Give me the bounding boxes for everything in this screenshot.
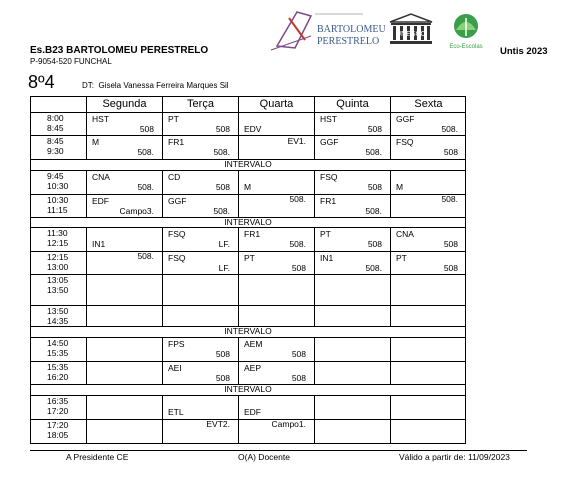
lesson-room: 508 — [367, 182, 382, 192]
lesson-room: 508 — [215, 124, 230, 134]
row-divider — [31, 361, 465, 362]
footer-rule — [30, 450, 527, 451]
lesson-room: 508. — [441, 194, 458, 204]
lesson-subject: M — [244, 182, 252, 192]
footer-teacher: O(A) Docente — [238, 452, 290, 462]
bartolomeu-logo — [267, 6, 386, 54]
day-header: Segunda — [86, 97, 162, 112]
school-name: Es.B23 BARTOLOMEU PERESTRELO — [30, 45, 209, 56]
time-start: 15:35 — [47, 362, 69, 372]
lesson-subject: GGF — [396, 114, 415, 124]
time-end: 13:50 — [47, 285, 69, 295]
lesson-room: 508 — [215, 349, 230, 359]
lesson-room: 508 — [443, 263, 458, 273]
footer-valid-date: Válido a partir de: 11/09/2023 — [399, 452, 510, 462]
time-end: 11:15 — [47, 205, 68, 215]
lesson-room: 508. — [213, 206, 230, 216]
row-divider — [31, 395, 465, 396]
lesson-room: 508 — [139, 124, 154, 134]
lesson-subject: EDF — [92, 196, 109, 206]
lesson-room: 508. — [441, 124, 458, 134]
time-start: 13:05 — [47, 275, 69, 285]
lesson-subject: FR1 — [244, 229, 261, 239]
eco-escolas-logo — [444, 10, 488, 54]
logo-unesco-text: UNESCO — [396, 31, 426, 38]
time-start: 17:20 — [47, 420, 69, 430]
lesson-subject: AEM — [244, 339, 263, 349]
column-divider — [314, 337, 315, 384]
column-divider — [86, 395, 87, 444]
lesson-subject: FSQ — [168, 253, 186, 263]
lesson-room: Campo3. — [119, 206, 154, 216]
time-end: 9:30 — [47, 146, 64, 156]
lesson-subject: EDF — [244, 407, 261, 417]
lesson-room: 508 — [291, 349, 306, 359]
time-start: 13:50 — [47, 306, 69, 316]
time-start: 12:15 — [47, 252, 69, 262]
lesson-subject: FSQ — [168, 229, 186, 239]
time-end: 16:20 — [47, 372, 69, 382]
lesson-room: 508 — [215, 182, 230, 192]
lesson-subject: FSQ — [396, 137, 414, 147]
lesson-subject: M — [92, 137, 100, 147]
column-divider — [238, 97, 239, 159]
lesson-subject: PT — [396, 253, 407, 263]
column-divider — [390, 337, 391, 384]
lesson-subject: ETL — [168, 407, 184, 417]
lesson-subject: AEP — [244, 363, 262, 373]
lesson-subject: EDV — [244, 124, 262, 134]
lesson-subject: CNA — [396, 229, 414, 239]
lesson-subject: PT — [168, 114, 179, 124]
lesson-room: 508. — [137, 251, 154, 261]
lesson-subject: PT — [320, 229, 331, 239]
row-divider — [31, 227, 465, 228]
lesson-subject: IN1 — [92, 239, 106, 249]
day-header: Quarta — [238, 97, 314, 112]
lesson-subject: FPS — [168, 339, 185, 349]
interval-label: INTERVALO — [224, 159, 272, 169]
lesson-room: LF. — [218, 239, 230, 249]
lesson-room: 508 — [367, 239, 382, 249]
time-start: 16:35 — [47, 396, 69, 406]
lesson-room: 508. — [289, 239, 306, 249]
footer-president: A Presidente CE — [66, 452, 129, 462]
lesson-room: 508. — [137, 147, 154, 157]
time-start: 8:45 — [47, 136, 64, 146]
time-end: 13:00 — [47, 262, 69, 272]
lesson-room: 508 — [291, 373, 306, 383]
column-divider — [314, 395, 315, 444]
lesson-subject: GGF — [168, 196, 187, 206]
lesson-room: 508 — [367, 124, 382, 134]
lesson-subject: FSQ — [320, 172, 338, 182]
row-divider — [31, 305, 465, 306]
logo-eco-text: Eco-Escolas — [449, 44, 483, 50]
class-title: 8º4 — [28, 72, 55, 92]
lesson-subject: FR1 — [168, 137, 185, 147]
column-divider — [86, 337, 87, 384]
timetable-grid — [30, 96, 466, 444]
time-end: 18:05 — [47, 430, 69, 440]
lesson-subject: IN1 — [320, 253, 334, 263]
time-end: 17:20 — [47, 406, 69, 416]
logo-bart-line1: BARTOLOMEU — [317, 24, 386, 35]
time-end: 14:35 — [47, 316, 69, 326]
lesson-room: 508. — [137, 182, 154, 192]
row-divider — [31, 112, 465, 113]
lesson-subject: CNA — [92, 172, 110, 182]
dt-line — [82, 81, 229, 90]
row-divider — [31, 274, 465, 275]
lesson-room: 508 — [443, 239, 458, 249]
dt-name: Gisela Vanessa Ferreira Marques Sil — [98, 81, 229, 90]
logo-bart-line2: PERESTRELO — [317, 36, 380, 47]
time-start: 8:00 — [47, 113, 64, 123]
lesson-room: EV1. — [287, 136, 306, 146]
day-header: Sexta — [390, 97, 466, 112]
app-version: Untis 2023 — [500, 46, 548, 57]
lesson-room: LF. — [218, 263, 230, 273]
lesson-subject: HST — [320, 114, 337, 124]
lesson-subject: PT — [244, 253, 255, 263]
lesson-room: 508 — [215, 373, 230, 383]
lesson-room: 508. — [365, 147, 382, 157]
lesson-subject: CD — [168, 172, 181, 182]
time-end: 10:30 — [47, 181, 69, 191]
lesson-room: 508 — [291, 263, 306, 273]
time-end: 8:45 — [47, 123, 64, 133]
lesson-subject: FR1 — [320, 196, 337, 206]
lesson-room: EVT2. — [206, 419, 230, 429]
row-divider — [31, 170, 465, 171]
lesson-room: 508. — [365, 206, 382, 216]
dt-label: DT: — [82, 81, 94, 90]
lesson-subject: GGF — [320, 137, 339, 147]
lesson-room: 508. — [213, 147, 230, 157]
row-divider — [31, 337, 465, 338]
interval-label: INTERVALO — [224, 217, 272, 227]
day-header: Quinta — [314, 97, 390, 112]
interval-label: INTERVALO — [224, 384, 272, 394]
school-code: P-9054-520 FUNCHAL — [30, 57, 112, 66]
lesson-subject: HST — [92, 114, 109, 124]
time-end: 15:35 — [47, 348, 69, 358]
time-start: 10:30 — [47, 195, 69, 205]
lesson-room: 508. — [365, 263, 382, 273]
column-divider — [86, 227, 87, 326]
lesson-subject: AEI — [168, 363, 182, 373]
time-start: 9:45 — [47, 171, 64, 181]
lesson-subject: M — [396, 182, 404, 192]
interval-label: INTERVALO — [224, 326, 272, 336]
time-end: 12:15 — [47, 238, 69, 248]
lesson-room: Campo1. — [271, 419, 306, 429]
time-start: 14:50 — [47, 338, 69, 348]
day-header: Terça — [162, 97, 238, 112]
lesson-room: 508 — [443, 147, 458, 157]
time-start: 11:30 — [47, 228, 68, 238]
unesco-logo — [386, 12, 436, 46]
lesson-room: 508. — [289, 194, 306, 204]
column-divider — [390, 395, 391, 444]
